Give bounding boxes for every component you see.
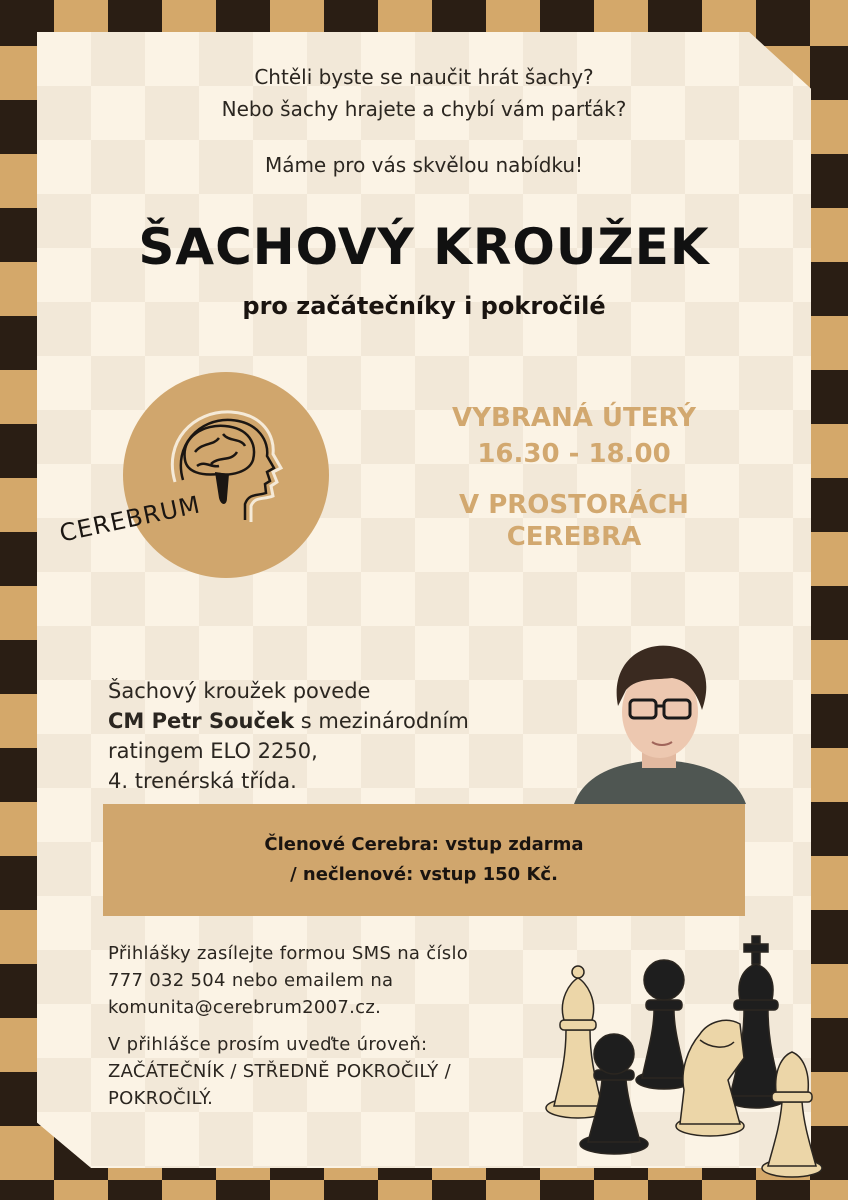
intro-offer: Máme pro vás skvělou nabídku! — [264, 153, 584, 177]
schedule-place-1: V PROSTORÁCH — [459, 490, 689, 520]
bio-line-3: ratingem ELO 2250, — [108, 739, 318, 763]
price-banner — [103, 804, 745, 916]
contact-line-6: POKROČILÝ. — [108, 1088, 214, 1109]
price-members: Členové Cerebra: vstup zdarma — [264, 834, 584, 855]
bio-line-4: 4. trenérská třída. — [108, 769, 297, 793]
contact-info — [108, 940, 548, 1112]
intro-question-2: Nebo šachy hrajete a chybí vám parťák? — [221, 97, 627, 121]
coach-bio — [108, 676, 568, 796]
cerebrum-logo-text: CEREBRUM — [57, 490, 203, 548]
intro-question-1: Chtěli byste se naučit hrát šachy? — [254, 65, 594, 89]
coach-photo — [574, 636, 746, 804]
contact-line-5: ZAČÁTEČNÍK / STŘEDNĚ POKROČILÝ / — [108, 1061, 451, 1082]
contact-email: komunita@cerebrum2007.cz. — [108, 997, 382, 1018]
bio-line-1: Šachový kroužek povede — [108, 679, 371, 703]
page-subtitle: pro začátečníky i pokročilé — [242, 292, 606, 320]
page-title: ŠACHOVÝ KROUŽEK — [138, 218, 710, 276]
price-nonmembers: / nečlenové: vstup 150 Kč. — [290, 864, 558, 885]
coach-name: CM Petr Souček — [108, 709, 295, 733]
chess-pieces-illustration — [530, 930, 830, 1190]
contact-line-2: 777 032 504 nebo emailem na — [108, 970, 394, 991]
contact-line-4: V přihlášce prosím uveďte úroveň: — [108, 1034, 428, 1055]
schedule-place-2: CEREBRA — [506, 522, 642, 552]
bio-line-2: s mezinárodním — [294, 709, 469, 733]
schedule-time: 16.30 - 18.00 — [477, 439, 671, 469]
cerebrum-logo — [123, 372, 329, 578]
contact-line-1: Přihlášky zasílejte formou SMS na číslo — [108, 943, 469, 964]
brain-head-icon — [123, 372, 329, 578]
schedule-day: VYBRANÁ ÚTERÝ — [452, 403, 696, 433]
